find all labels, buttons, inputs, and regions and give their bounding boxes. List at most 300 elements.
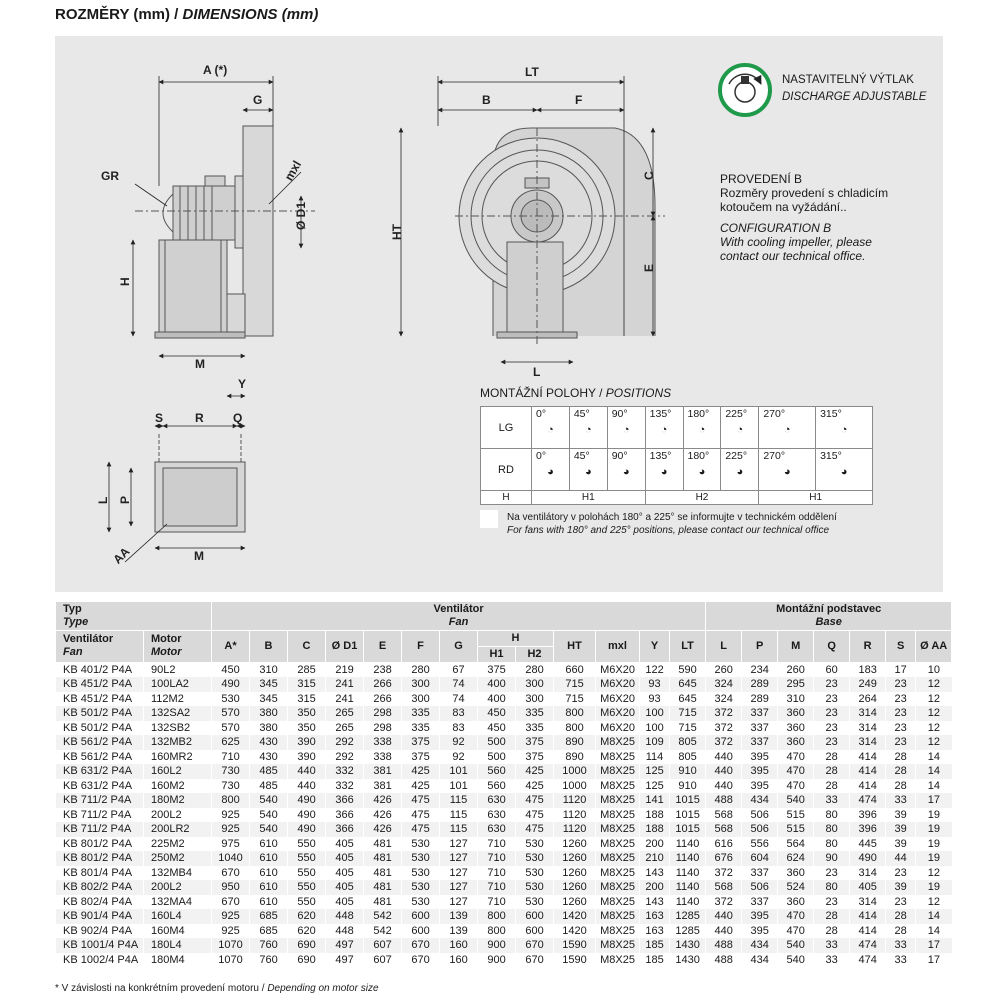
table-cell: 470 (778, 750, 814, 765)
table-cell: 366 (326, 822, 364, 837)
fan-position-icon: ◕ (840, 465, 848, 478)
table-row (56, 764, 952, 779)
table-cell: 396 (850, 808, 886, 823)
col-s: S (886, 631, 916, 663)
table-cell: 1285 (670, 924, 706, 939)
side-view (135, 126, 315, 338)
table-cell: 607 (364, 953, 402, 968)
dim-mxl-label: mxl (281, 158, 305, 184)
table-cell: 405 (326, 880, 364, 895)
table-row (56, 662, 952, 677)
front-view (455, 128, 665, 346)
table-cell: 375 (402, 735, 440, 750)
table-cell: 314 (850, 735, 886, 750)
table-cell: 440 (288, 764, 326, 779)
table-cell: 139 (440, 909, 478, 924)
table-row (56, 953, 952, 968)
positions-h-row: H H1 H2 H1 (481, 491, 873, 505)
page-title: ROZMĚRY (mm) / DIMENSIONS (mm) (55, 6, 319, 23)
dim-h-label: H (118, 277, 132, 286)
table-cell: 760 (250, 953, 288, 968)
table-cell: 28 (886, 764, 916, 779)
table-cell: 414 (850, 764, 886, 779)
dim-b-label: B (482, 93, 491, 107)
table-cell: 14 (916, 924, 952, 939)
table-cell: KB 801/2 P4A (56, 837, 144, 852)
col-aa: Ø AA (916, 631, 952, 663)
table-cell: 112M2 (144, 692, 212, 707)
table-cell: 1430 (670, 953, 706, 968)
table-cell: 670 (212, 866, 250, 881)
table-cell: 690 (288, 938, 326, 953)
table-cell: KB 451/2 P4A (56, 677, 144, 692)
positions-row-lg: LG 0° ◔ 45° ◔ 90° ◔ 135° ◔ 180° ◔ 225° ◔ 270° ◔ 315° ◔ (481, 407, 873, 449)
table-cell: 315 (288, 692, 326, 707)
table-cell: 160M4 (144, 924, 212, 939)
table-cell: 610 (250, 851, 288, 866)
dim-q-label: Q (233, 411, 243, 425)
table-cell: 1430 (670, 938, 706, 953)
table-cell: 730 (212, 779, 250, 794)
table-cell: 12 (916, 706, 952, 721)
table-cell: 28 (886, 909, 916, 924)
table-cell: 405 (326, 837, 364, 852)
table-cell: 324 (706, 677, 742, 692)
fan-position-icon: ◔ (783, 423, 791, 436)
table-cell: 200 (640, 837, 670, 852)
table-cell: M6X20 (596, 706, 640, 721)
table-cell: 185 (640, 938, 670, 953)
table-cell: 125 (640, 779, 670, 794)
table-cell: 474 (850, 953, 886, 968)
table-cell: 127 (440, 837, 478, 852)
table-cell: 470 (778, 779, 814, 794)
table-cell: 160MR2 (144, 750, 212, 765)
table-cell: 1120 (554, 822, 596, 837)
table-cell: M8X25 (596, 953, 640, 968)
table-cell: 524 (778, 880, 814, 895)
dim-y-label: Y (238, 377, 247, 391)
table-cell: KB 1001/4 P4A (56, 938, 144, 953)
fan-position-icon: ◕ (783, 465, 791, 478)
dim-aa-label: AA (110, 544, 133, 567)
table-cell: 425 (402, 764, 440, 779)
table-cell: 127 (440, 866, 478, 881)
table-cell: 414 (850, 779, 886, 794)
table-cell: 540 (250, 793, 288, 808)
table-cell: KB 711/2 P4A (56, 808, 144, 823)
discharge-badge-label: NASTAVITELNÝ VÝTLAK DISCHARGE ADJUSTABLE (782, 74, 927, 103)
table-cell: 14 (916, 909, 952, 924)
table-cell: 350 (288, 706, 326, 721)
table-cell: 800 (212, 793, 250, 808)
table-cell: KB 501/2 P4A (56, 721, 144, 736)
table-cell: 332 (326, 779, 364, 794)
table-cell: 289 (742, 692, 778, 707)
table-cell: KB 711/2 P4A (56, 793, 144, 808)
table-cell: 23 (814, 692, 850, 707)
table-cell: 600 (402, 924, 440, 939)
table-cell: 80 (814, 808, 850, 823)
table-cell: 23 (886, 735, 916, 750)
table-cell: KB 711/2 P4A (56, 822, 144, 837)
table-cell: 475 (516, 808, 554, 823)
table-cell: 109 (640, 735, 670, 750)
table-cell: 405 (850, 880, 886, 895)
table-cell: 805 (670, 750, 706, 765)
table-cell: 33 (814, 953, 850, 968)
table-cell: 490 (212, 677, 250, 692)
table-cell: 100LA2 (144, 677, 212, 692)
table-cell: KB 631/2 P4A (56, 764, 144, 779)
table-cell: 685 (250, 909, 288, 924)
table-cell: 481 (364, 866, 402, 881)
configuration-note: PROVEDENÍ B Rozměry provedení s chladicím kotoučem na vyžádání.. CONFIGURATION B With cooling impeller, please contact our technical office. (720, 172, 889, 263)
table-cell: 607 (364, 938, 402, 953)
col-ht: HT (554, 631, 596, 663)
table-cell: 23 (886, 721, 916, 736)
table-cell: 568 (706, 808, 742, 823)
footnote: * V závislosti na konkrétním provedení motoru / Depending on motor size (55, 983, 379, 994)
table-cell: M8X25 (596, 779, 640, 794)
table-cell: 80 (814, 837, 850, 852)
table-cell: 434 (742, 793, 778, 808)
table-cell: 530 (516, 866, 554, 881)
table-cell: 28 (886, 779, 916, 794)
dim-e-label: E (642, 263, 656, 272)
table-cell: KB 1002/4 P4A (56, 953, 144, 968)
table-cell: 28 (886, 750, 916, 765)
table-cell: 925 (212, 808, 250, 823)
table-cell: 241 (326, 692, 364, 707)
table-cell: 23 (814, 721, 850, 736)
table-cell: 540 (250, 808, 288, 823)
table-cell: 285 (288, 662, 326, 677)
table-cell: 67 (440, 662, 478, 677)
table-cell: 127 (440, 880, 478, 895)
table-cell: 800 (478, 909, 516, 924)
table-cell: 93 (640, 692, 670, 707)
table-cell: 260 (778, 662, 814, 677)
table-cell: 28 (814, 764, 850, 779)
table-cell: 500 (478, 735, 516, 750)
table-cell: 360 (778, 866, 814, 881)
table-cell: 715 (554, 692, 596, 707)
table-cell: 264 (850, 692, 886, 707)
table-cell: 570 (212, 706, 250, 721)
table-cell: 10 (916, 662, 952, 677)
table-cell: 500 (478, 750, 516, 765)
table-cell: 33 (886, 938, 916, 953)
table-cell: 314 (850, 721, 886, 736)
table-cell: 506 (742, 822, 778, 837)
table-cell: 395 (742, 750, 778, 765)
table-cell: 610 (250, 895, 288, 910)
table-cell: 188 (640, 808, 670, 823)
table-cell: 23 (814, 866, 850, 881)
table-cell: 430 (250, 735, 288, 750)
table-cell: 530 (402, 837, 440, 852)
table-cell: 12 (916, 721, 952, 736)
table-cell: 497 (326, 953, 364, 968)
dim-l2-label: L (96, 496, 110, 504)
table-cell: 590 (670, 662, 706, 677)
fan-position-icon: ◕ (736, 465, 744, 478)
table-cell: 314 (850, 706, 886, 721)
table-cell: 314 (850, 895, 886, 910)
table-cell: 530 (402, 895, 440, 910)
fan-position-icon: ◕ (698, 465, 706, 478)
table-cell: 630 (478, 822, 516, 837)
table-cell: 19 (916, 851, 952, 866)
table-cell: 39 (886, 837, 916, 852)
table-cell: 490 (288, 822, 326, 837)
table-cell: 332 (326, 764, 364, 779)
table-cell: 324 (706, 692, 742, 707)
table-cell: 550 (288, 880, 326, 895)
table-cell: 375 (402, 750, 440, 765)
table-cell: 1070 (212, 953, 250, 968)
table-cell: 17 (916, 793, 952, 808)
table-cell: 430 (250, 750, 288, 765)
table-cell: 132MA4 (144, 895, 212, 910)
table-cell: 685 (250, 924, 288, 939)
col-mxl: mxl (596, 631, 640, 663)
table-cell: 715 (554, 677, 596, 692)
table-cell: 395 (742, 909, 778, 924)
table-cell: M8X25 (596, 866, 640, 881)
table-cell: 550 (288, 851, 326, 866)
table-cell: 300 (402, 692, 440, 707)
table-cell: 530 (516, 880, 554, 895)
table-cell: 1590 (554, 953, 596, 968)
table-cell: 405 (326, 895, 364, 910)
table-cell: 530 (516, 851, 554, 866)
table-cell: 414 (850, 750, 886, 765)
table-cell: 298 (364, 721, 402, 736)
fan-position-icon: ◔ (547, 423, 554, 436)
table-cell: 600 (402, 909, 440, 924)
table-cell: 200 (640, 880, 670, 895)
table-row (56, 721, 952, 736)
table-cell: 488 (706, 793, 742, 808)
dim-p-label: P (118, 495, 132, 504)
dim-a-label: A (*) (203, 63, 228, 77)
table-cell: 360 (778, 721, 814, 736)
table-cell: 210 (640, 851, 670, 866)
dim-ht-label: HT (390, 224, 404, 240)
table-cell: 481 (364, 851, 402, 866)
table-cell: 975 (212, 837, 250, 852)
table-row (56, 677, 952, 692)
table-cell: KB 902/4 P4A (56, 924, 144, 939)
table-cell: 122 (640, 662, 670, 677)
table-cell: 715 (670, 721, 706, 736)
table-cell: 475 (402, 808, 440, 823)
table-cell: 1120 (554, 793, 596, 808)
table-cell: 550 (288, 837, 326, 852)
table-cell: 315 (288, 677, 326, 692)
table-cell: 300 (402, 677, 440, 692)
table-cell: 14 (916, 750, 952, 765)
table-cell: KB 561/2 P4A (56, 735, 144, 750)
col-q: Q (814, 631, 850, 663)
table-cell: 350 (288, 721, 326, 736)
table-cell: 470 (778, 924, 814, 939)
table-cell: 530 (516, 837, 554, 852)
table-cell: 12 (916, 677, 952, 692)
table-cell: 310 (250, 662, 288, 677)
dim-d1-label: Ø D1 (294, 201, 308, 230)
table-cell: 426 (364, 793, 402, 808)
table-cell: 470 (778, 909, 814, 924)
table-cell: 265 (326, 706, 364, 721)
type-header: Typ Type (56, 602, 212, 631)
table-row (56, 866, 952, 881)
table-cell: 645 (670, 692, 706, 707)
table-cell: 600 (516, 924, 554, 939)
table-cell: 445 (850, 837, 886, 852)
table-cell: 19 (916, 808, 952, 823)
table-cell: 600 (516, 909, 554, 924)
table-cell: 1120 (554, 808, 596, 823)
table-cell: 80 (814, 822, 850, 837)
table-cell: 556 (742, 837, 778, 852)
table-cell: 925 (212, 909, 250, 924)
table-cell: 1015 (670, 822, 706, 837)
dim-r-label: R (195, 411, 204, 425)
positions-note-box (480, 510, 498, 528)
table-cell: 17 (916, 938, 952, 953)
table-row (56, 750, 952, 765)
table-cell: 616 (706, 837, 742, 852)
fan-position-icon: ◔ (840, 423, 848, 436)
table-cell: 910 (670, 779, 706, 794)
table-cell: 610 (250, 880, 288, 895)
table-cell: 160M2 (144, 779, 212, 794)
table-row (56, 895, 952, 910)
table-cell: 1140 (670, 851, 706, 866)
table-cell: 101 (440, 764, 478, 779)
table-cell: 188 (640, 822, 670, 837)
table-cell: 115 (440, 793, 478, 808)
fan-position-icon: ◔ (736, 423, 744, 436)
table-cell: 450 (478, 706, 516, 721)
table-cell: 92 (440, 735, 478, 750)
table-row (56, 909, 952, 924)
col-lt: LT (670, 631, 706, 663)
table-cell: 506 (742, 808, 778, 823)
col-r: R (850, 631, 886, 663)
table-cell: 540 (778, 938, 814, 953)
table-row (56, 808, 952, 823)
table-cell: 426 (364, 822, 402, 837)
col-c: C (288, 631, 326, 663)
table-cell: 448 (326, 924, 364, 939)
table-cell: 14 (916, 779, 952, 794)
table-cell: 515 (778, 808, 814, 823)
table-cell: 1260 (554, 851, 596, 866)
table-cell: 690 (288, 953, 326, 968)
table-cell: 550 (288, 866, 326, 881)
table-cell: KB 401/2 P4A (56, 662, 144, 677)
table-cell: 225M2 (144, 837, 212, 852)
table-row (56, 793, 952, 808)
table-cell: 490 (288, 793, 326, 808)
table-cell: 33 (814, 938, 850, 953)
table-cell: 183 (850, 662, 886, 677)
table-cell: 180M2 (144, 793, 212, 808)
table-cell: 610 (250, 866, 288, 881)
table-cell: 160 (440, 938, 478, 953)
dim-gr-label: GR (101, 169, 119, 183)
table-cell: 405 (326, 851, 364, 866)
table-cell: 474 (850, 938, 886, 953)
table-cell: M8X25 (596, 938, 640, 953)
table-cell: 1420 (554, 924, 596, 939)
fan-col-header: Ventilátor Fan (56, 631, 144, 663)
table-row (56, 779, 952, 794)
table-row (56, 938, 952, 953)
table-cell: 310 (778, 692, 814, 707)
table-cell: 33 (886, 793, 916, 808)
positions-note: Na ventilátory v polohách 180° a 225° se informujte v technickém oddělení For fans with 180° and 225° positions, please contact our technical office (507, 512, 837, 536)
table-cell: 74 (440, 692, 478, 707)
table-cell: KB 901/4 P4A (56, 909, 144, 924)
table-cell: 395 (742, 924, 778, 939)
table-cell: 670 (516, 953, 554, 968)
table-cell: 143 (640, 866, 670, 881)
table-cell: 390 (288, 750, 326, 765)
table-cell: 560 (478, 779, 516, 794)
table-cell: 676 (706, 851, 742, 866)
dim-f-label: F (575, 93, 583, 107)
table-cell: M8X25 (596, 895, 640, 910)
table-cell: M8X25 (596, 924, 640, 939)
table-cell: 396 (850, 822, 886, 837)
table-cell: 360 (778, 735, 814, 750)
table-cell: 645 (670, 677, 706, 692)
table-cell: M6X20 (596, 662, 640, 677)
positions-lg-label: LG (481, 407, 532, 449)
table-row (56, 837, 952, 852)
positions-row-rd: RD 0° ◕ 45° ◕ 90° ◕ 135° ◕ 180° ◕ 225° ◕ 270° ◕ 315° ◕ (481, 449, 873, 491)
table-row (56, 822, 952, 837)
table-cell: 1260 (554, 880, 596, 895)
table-cell: 12 (916, 866, 952, 881)
dim-s-label: S (155, 411, 164, 425)
col-b: B (250, 631, 288, 663)
table-cell: 295 (778, 677, 814, 692)
table-cell: 530 (402, 866, 440, 881)
table-cell: KB 802/4 P4A (56, 895, 144, 910)
table-cell: 238 (364, 662, 402, 677)
technical-drawing (55, 36, 943, 592)
fan-position-icon: ◕ (622, 465, 630, 478)
table-cell: M8X25 (596, 822, 640, 837)
table-cell: 542 (364, 924, 402, 939)
table-cell: 710 (478, 880, 516, 895)
table-cell: 670 (402, 953, 440, 968)
table-cell: 624 (778, 851, 814, 866)
table-cell: 485 (250, 779, 288, 794)
table-cell: 610 (250, 837, 288, 852)
table-cell: 564 (778, 837, 814, 852)
table-cell: 395 (742, 779, 778, 794)
table-row (56, 706, 952, 721)
table-cell: 530 (516, 895, 554, 910)
table-cell: 440 (706, 909, 742, 924)
